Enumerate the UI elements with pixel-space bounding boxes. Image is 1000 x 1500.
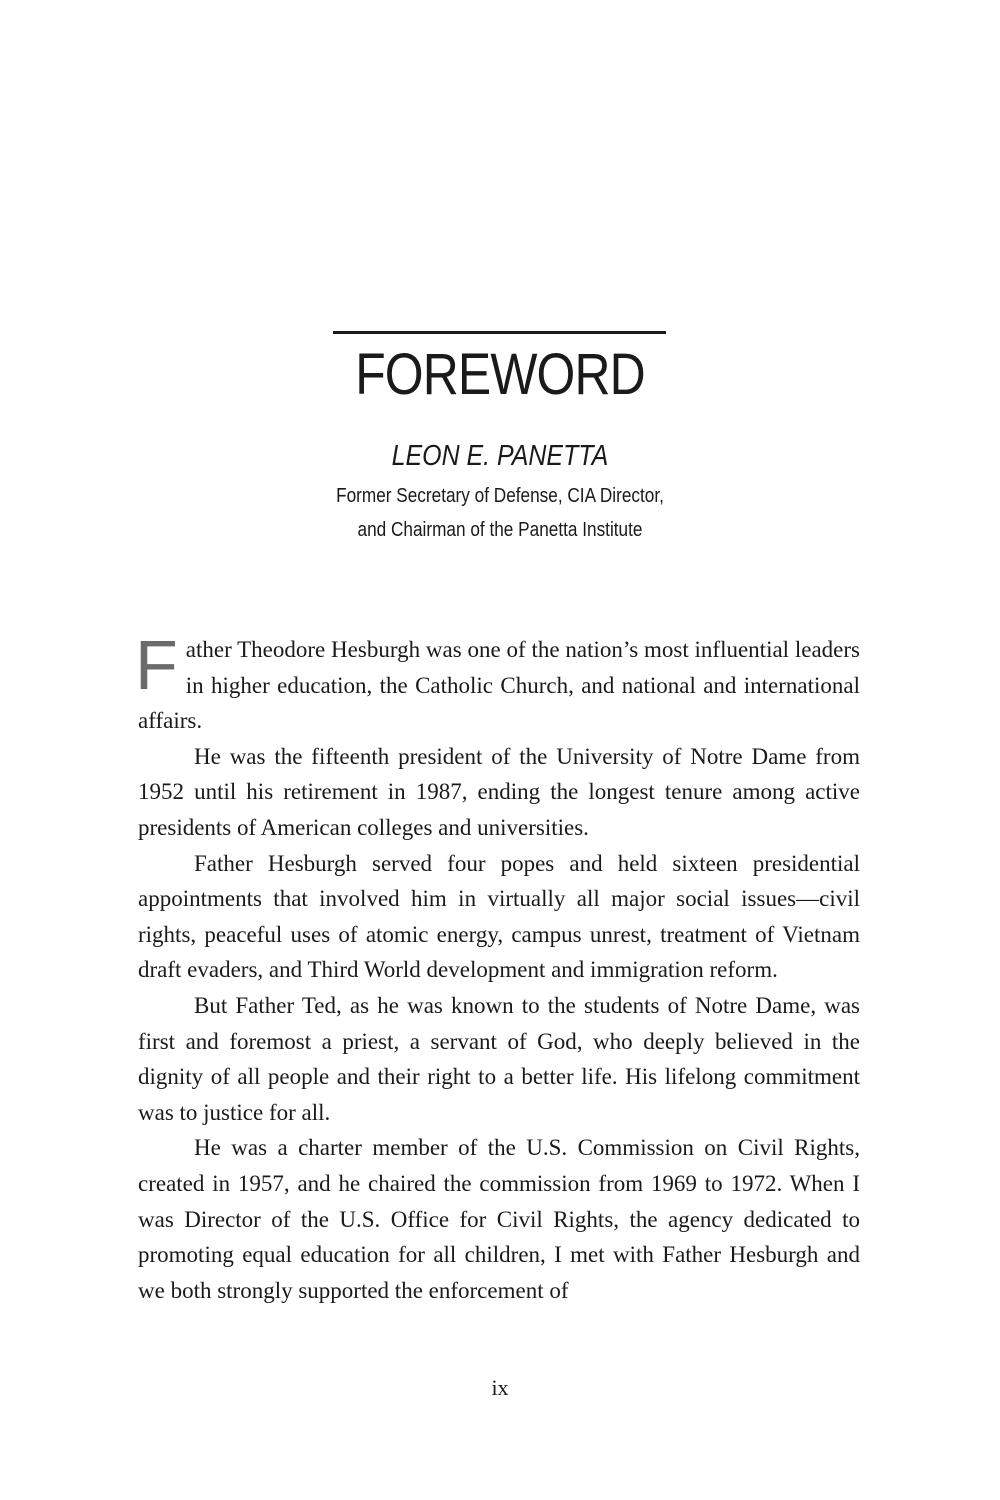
chapter-title: FOREWORD — [355, 342, 645, 407]
paragraph-1 — [135, 626, 860, 739]
drop-cap: F — [135, 626, 178, 704]
body-text — [135, 626, 860, 1308]
title-rule — [333, 331, 666, 334]
author-affiliation-line-1: Former Secretary of Defense, CIA Director, — [336, 485, 664, 507]
paragraph-3: Father Hesburgh served four popes and held sixteen presidential appointments that involved him in virtually all major social issues—civil rights, peaceful uses of atomic energy, campus unrest, treatment of Vietnam draft evaders, and Third World development and immigration reform. — [138, 850, 860, 983]
author-affiliation-line-2: and Chairman of the Panetta Institute — [357, 519, 643, 541]
author-name: LEON E. PANETTA — [391, 440, 609, 472]
paragraph-2: He was the fifteenth president of the University of Notre Dame from 1952 until his retirement in 1987, ending the longest tenure among active presidents of American colleges and universities. — [138, 743, 860, 840]
paragraph-1-text: ather Theodore Hesburgh was one of the nation’s most influential leaders in higher education, the Catholic Church, and national and international affairs. — [138, 637, 860, 734]
page-number: ix — [491, 1375, 509, 1400]
paragraph-5: He was a charter member of the U.S. Commission on Civil Rights, created in 1957, and he chaired the commission from 1969 to 1972. When I was Director of the U.S. Office for Civil Rights, the agency dedicated to promoting equal education for all children, I met with Father Hesburgh and we both strongly supported the enforcement of — [138, 1135, 860, 1303]
paragraph-4: But Father Ted, as he was known to the students of Notre Dame, was first and foremost a priest, a servant of God, who deeply believed in the dignity of all people and their right to a better life. His lifelong commitment was to justice for all. — [138, 992, 860, 1125]
